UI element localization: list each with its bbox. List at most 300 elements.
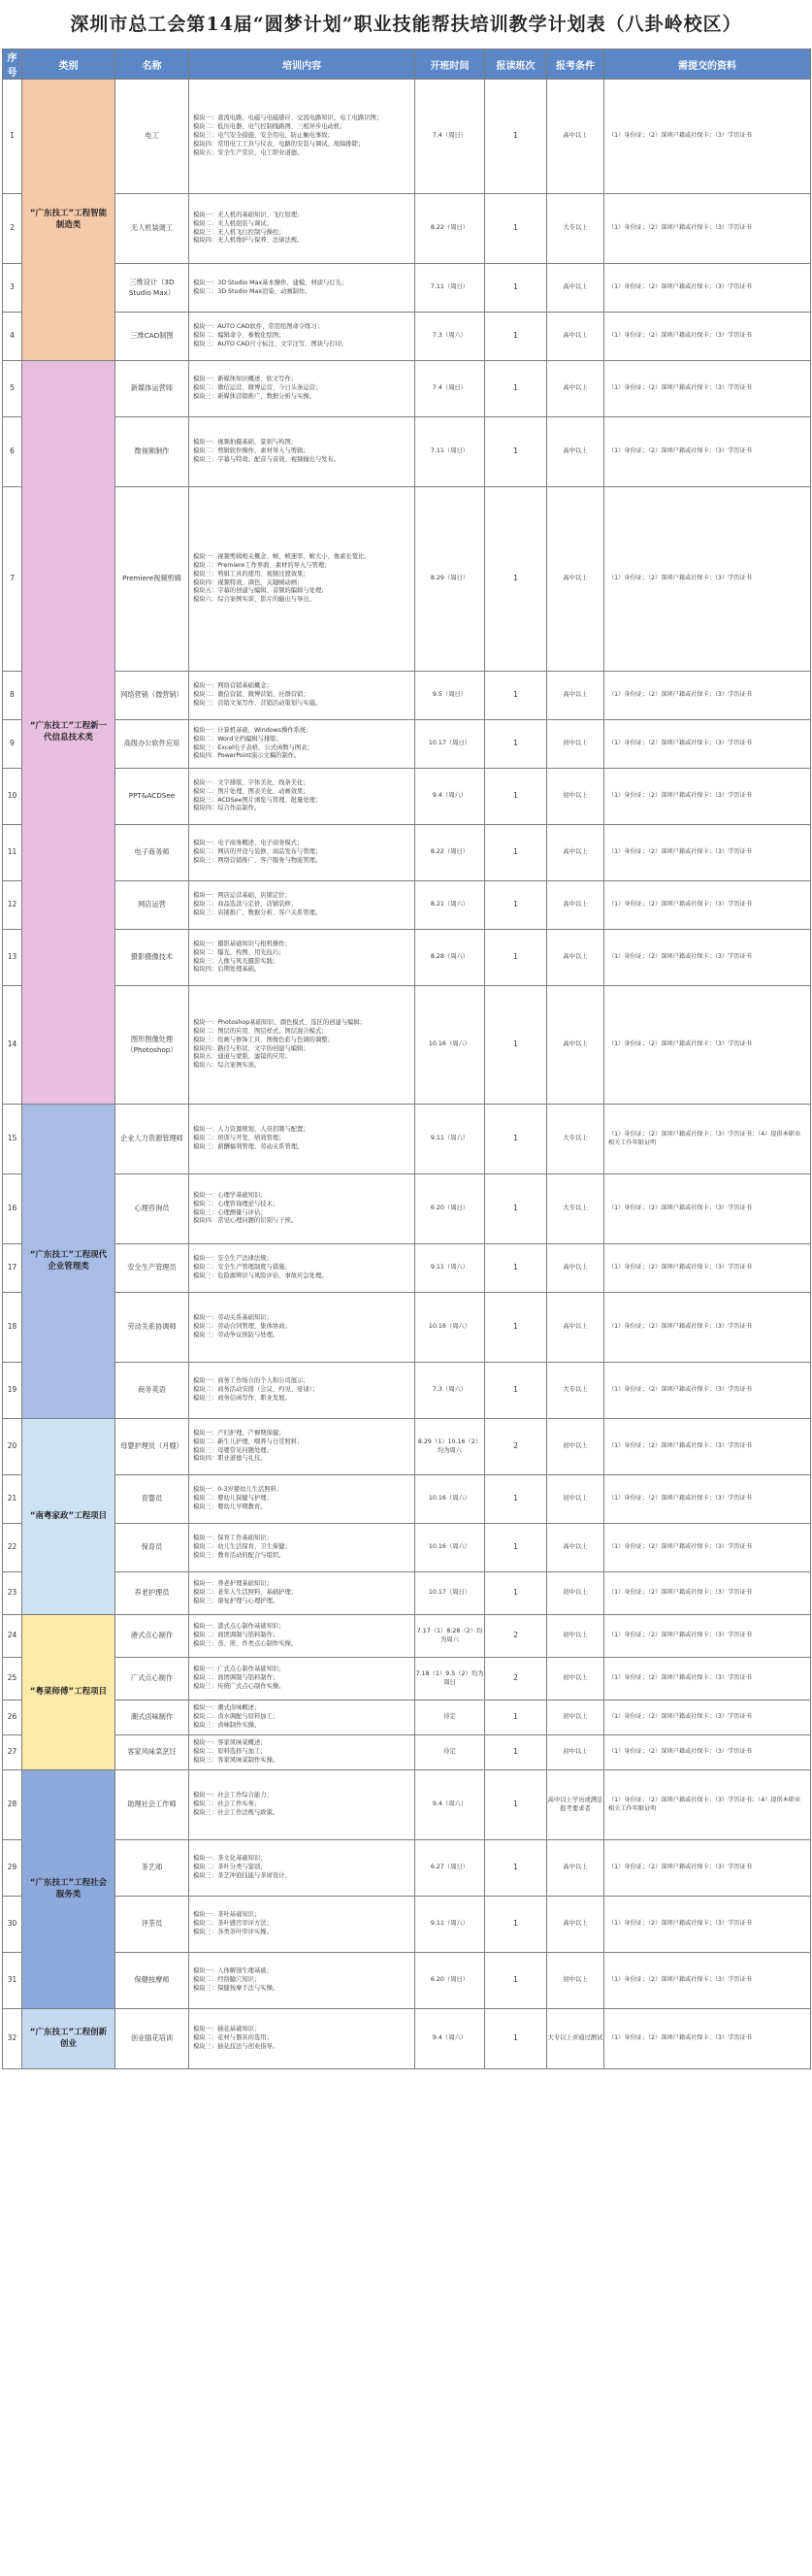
content-line: 模块一：心理学基础知识； [193, 1191, 267, 1199]
content-line: 模块四：PowerPoint演示文稿的制作。 [193, 752, 301, 760]
header-start-date: 开班时间 [415, 50, 485, 80]
course-content [189, 1615, 415, 1658]
content-line: 模块一：视频拍摄基础、景别与构图； [193, 439, 298, 446]
content-line: 模块一：3D Studio Max基本操作、建模、材质与灯光； [193, 279, 348, 286]
table-row [3, 930, 811, 986]
class-count: 1 [485, 361, 547, 417]
requirement: 高中以上 [547, 80, 604, 194]
requirement: 高中以上 [547, 1840, 604, 1897]
course-content [189, 769, 415, 825]
materials: （1）身份证；（2）深圳户籍或社保卡；（3）学历证书 [604, 417, 811, 487]
class-count: 1 [485, 264, 547, 313]
table-row [3, 1244, 811, 1293]
content-line: 模块三：各类茶叶审评实操。 [193, 1928, 273, 1935]
row-no: 6 [3, 417, 22, 487]
class-count: 1 [485, 1572, 547, 1615]
materials: （1）身份证；（2）深圳户籍或社保卡；（3）学历证书 [604, 361, 811, 417]
table-row [3, 1572, 811, 1615]
row-no: 32 [3, 2009, 22, 2069]
table-row [3, 1419, 811, 1475]
requirement: 初中以上 [547, 1615, 604, 1658]
course-content [189, 881, 415, 930]
start-date: 9.4（周六） [415, 769, 485, 825]
content-line: 模块三：ACDSee图片浏览与管理、批量处理； [193, 796, 322, 804]
header-name: 名称 [115, 50, 189, 80]
class-count: 1 [485, 769, 547, 825]
content-line: 模块四：常见心理问题的识别与干预。 [193, 1217, 298, 1225]
materials: （1）身份证；（2）深圳户籍或社保卡；（3）学历证书 [604, 1953, 811, 2009]
content-line: 模块二：网店的开设与装修、商品发布与管理； [193, 848, 322, 856]
content-line: 模块三：劳动争议预防与处理。 [193, 1331, 279, 1338]
course-content [189, 194, 415, 264]
content-line: 模块三：危险源辨识与风险评估、事故应急处理。 [193, 1271, 328, 1279]
start-date: 7.11（周日） [415, 264, 485, 313]
content-line: 模块一：港式点心制作基础知识； [193, 1623, 285, 1631]
course-name: 网络营销（微营销） [115, 672, 189, 720]
materials: （1）身份证；（2）深圳户籍或社保卡；（3）学历证书 [604, 1475, 811, 1524]
materials: （1）身份证；（2）深圳户籍或社保卡；（3）学历证书 [604, 1572, 811, 1615]
course-content [189, 825, 415, 881]
start-date: 6.20（周日） [415, 1953, 485, 2009]
course-content [189, 2009, 415, 2069]
class-count: 1 [485, 720, 547, 769]
materials: （1）身份证；（2）深圳户籍或社保卡；（3）学历证书 [604, 720, 811, 769]
course-name: 广式点心制作 [115, 1658, 189, 1701]
course-name: Premiere视频剪辑 [115, 487, 189, 672]
content-line: 模块三：商务信函写作、职业发展。 [193, 1394, 291, 1402]
content-line: 模块三：剪辑工具的使用、视频过渡效果； [193, 570, 309, 578]
content-line: 模块二：商务活动安排（会议、约见、宴请）； [193, 1386, 319, 1394]
class-count: 1 [485, 930, 547, 986]
class-count: 1 [485, 1953, 547, 2009]
class-count: 1 [485, 1105, 547, 1174]
requirement: 高中以上学历或满足报考要求者 [547, 1770, 604, 1840]
content-line: 模块三：保健按摩手法与实操。 [193, 1984, 279, 1992]
start-date: 9.11（周六） [415, 1244, 485, 1293]
course-content [189, 1701, 415, 1735]
requirement: 初中以上 [547, 1419, 604, 1475]
row-no: 26 [3, 1701, 22, 1735]
class-count: 1 [485, 1174, 547, 1244]
content-line: 模块一：商务工作场合的个人和公司展示； [193, 1377, 309, 1385]
table-row [3, 1735, 811, 1770]
materials: （1）身份证；（2）深圳户籍或社保卡；（3）学历证书；（4）提供本职业相关工作年限证明 [604, 1770, 811, 1840]
row-no: 8 [3, 672, 22, 720]
content-line: 模块一：人体解剖生理基础； [193, 1967, 273, 1975]
requirement: 高中以上 [547, 930, 604, 986]
materials: （1）身份证；（2）深圳户籍或社保卡；（3）学历证书 [604, 986, 811, 1105]
table-row [3, 825, 811, 881]
table-header-row [3, 50, 811, 80]
course-name: 无人机装调工 [115, 194, 189, 264]
content-line: 模块一：0-3岁婴幼儿生活照料； [193, 1486, 283, 1494]
row-no: 23 [3, 1572, 22, 1615]
content-line: 模块四：后期处理基础。 [193, 966, 261, 974]
start-date: 10.16（周六） [415, 1475, 485, 1524]
content-line: 模块四：无人机维护与保养、法律法规。 [193, 237, 304, 245]
content-line: 模块二：微信运营、微博运营、今日头条运营； [193, 384, 322, 392]
content-line: 模块二：心理咨询理论与技术； [193, 1200, 279, 1207]
table-row [3, 361, 811, 417]
table-row [3, 1615, 811, 1658]
content-line: 模块二：低压电器、电气控制线路图、三相异步电动机； [193, 123, 346, 131]
course-content [189, 361, 415, 417]
start-date: 7.11（周日） [415, 417, 485, 487]
course-content [189, 1475, 415, 1524]
course-name: 高级办公软件应用 [115, 720, 189, 769]
materials: （1）身份证；（2）深圳户籍或社保卡；（3）学历证书 [604, 1363, 811, 1419]
category-cell: “广东技工”工程新一代信息技术类 [22, 361, 115, 1105]
content-line: 模块一：插花基础知识； [193, 2026, 261, 2033]
start-date: 9.4（周六） [415, 2009, 485, 2069]
start-date: 待定 [415, 1701, 485, 1735]
course-content [189, 1840, 415, 1897]
content-line: 模块二：新生儿护理、喂养与日常照料； [193, 1437, 304, 1445]
content-line: 模块二：安全生产管理制度与措施； [193, 1264, 291, 1271]
content-line: 模块四：视频特效、调色、关键帧动画； [193, 578, 304, 586]
category-cell: “广东技工”工程创新创业 [22, 2009, 115, 2069]
start-date: 7.3（周六） [415, 1363, 485, 1419]
course-name: 保育员 [115, 1524, 189, 1572]
requirement: 初中以上 [547, 1735, 604, 1770]
class-count: 1 [485, 672, 547, 720]
content-line: 模块一：茶文化基础知识； [193, 1855, 267, 1863]
course-content [189, 1105, 415, 1174]
row-no: 16 [3, 1174, 22, 1244]
start-date: 7.18（1）9.5（2）均为周日 [415, 1658, 485, 1701]
row-no: 31 [3, 1953, 22, 2009]
content-line: 模块二：3D Studio Max渲染、动画制作。 [193, 287, 311, 295]
content-line: 模块三：AUTO CAD尺寸标注、文字注写、图块与打印。 [193, 340, 348, 347]
start-date: 8.22（周日） [415, 825, 485, 881]
course-name: 育婴员 [115, 1475, 189, 1524]
content-line: 模块一：广式点心制作基础知识； [193, 1666, 285, 1673]
start-date: 10.17（周日） [415, 1572, 485, 1615]
table-row [3, 1363, 811, 1419]
content-line: 模块二：Premiere工作界面、素材的导入与管理； [193, 561, 331, 569]
table-row [3, 80, 811, 194]
table-row [3, 1105, 811, 1174]
materials: （1）身份证；（2）深圳户籍或社保卡；（3）学历证书 [604, 1701, 811, 1735]
materials: （1）身份证；（2）深圳户籍或社保卡；（3）学历证书 [604, 487, 811, 672]
course-name: 评茶员 [115, 1897, 189, 1953]
row-no: 24 [3, 1615, 22, 1658]
course-name: 新媒体运营师 [115, 361, 189, 417]
table-row [3, 194, 811, 264]
requirement: 高中以上 [547, 672, 604, 720]
content-line: 模块三：新媒体营销推广、数据分析与实操。 [193, 392, 315, 400]
course-name: PPT&ACDSee [115, 769, 189, 825]
content-line: 模块三：字幕与特效、配音与音效、视频输出与发布。 [193, 455, 341, 463]
course-name: 电子商务师 [115, 825, 189, 881]
content-line: 模块一：劳动关系基础知识； [193, 1314, 273, 1322]
requirement: 高中以上 [547, 825, 604, 881]
course-content [189, 1363, 415, 1419]
content-line: 模块二：曝光、构图、用光技巧； [193, 948, 285, 956]
materials: （1）身份证；（2）深圳户籍或社保卡；（3）学历证书 [604, 1244, 811, 1293]
requirement: 高中以上 [547, 1524, 604, 1572]
category-cell: “广东技工”工程社会服务类 [22, 1770, 115, 2009]
row-no: 21 [3, 1475, 22, 1524]
content-line: 模块二：培训与开发、绩效管理； [193, 1135, 285, 1142]
start-date: 8.29（1）10.16（2）均为周六 [415, 1419, 485, 1475]
requirement: 初中以上 [547, 1658, 604, 1701]
start-date: 7.3（周六） [415, 313, 485, 361]
row-no: 17 [3, 1244, 22, 1293]
course-content [189, 313, 415, 361]
table-row [3, 417, 811, 487]
course-name: 电工 [115, 80, 189, 194]
course-content [189, 986, 415, 1105]
table-row [3, 1293, 811, 1363]
requirement: 高中以上 [547, 881, 604, 930]
class-count: 1 [485, 1363, 547, 1419]
course-name: 劳动关系协调师 [115, 1293, 189, 1363]
content-line: 模块二：编辑命令、参数化绘图； [193, 332, 285, 340]
course-name: 助理社会工作师 [115, 1770, 189, 1840]
requirement: 高中以上 [547, 1293, 604, 1363]
materials: （1）身份证；（2）深圳户籍或社保卡；（3）学历证书 [604, 1615, 811, 1658]
course-name: 三维CAD制图 [115, 313, 189, 361]
start-date: 8.22（周日） [415, 194, 485, 264]
requirement: 初中以上 [547, 1572, 604, 1615]
course-name: 潮式卤味制作 [115, 1701, 189, 1735]
materials: （1）身份证；（2）深圳户籍或社保卡；（3）学历证书 [604, 881, 811, 930]
content-line: 模块三：母婴常见问题处理； [193, 1446, 273, 1454]
class-count: 2 [485, 1419, 547, 1475]
table-row [3, 881, 811, 930]
content-line: 模块五：字幕的创建与编辑、音频的编辑与处理； [193, 587, 328, 595]
header-no: 序号 [3, 50, 22, 80]
class-count: 2 [485, 1658, 547, 1701]
course-content [189, 1658, 415, 1701]
course-content [189, 264, 415, 313]
start-date: 8.28（周六） [415, 930, 485, 986]
class-count: 1 [485, 1840, 547, 1897]
row-no: 22 [3, 1524, 22, 1572]
content-line: 模块三：营销文案写作、营销活动策划与实施。 [193, 699, 322, 707]
table-row [3, 986, 811, 1105]
course-content [189, 1293, 415, 1363]
class-count: 1 [485, 194, 547, 264]
start-date: 8.29（周日） [415, 487, 485, 672]
content-line: 模块三：网络营销推广、客户服务与物流管理。 [193, 856, 322, 864]
start-date: 10.17（周日） [415, 720, 485, 769]
materials: （1）身份证；（2）深圳户籍或社保卡；（3）学历证书 [604, 1658, 811, 1701]
materials: （1）身份证；（2）深圳户籍或社保卡；（3）学历证书 [604, 80, 811, 194]
materials: （1）身份证；（2）深圳户籍或社保卡；（3）学历证书 [604, 194, 811, 264]
row-no: 4 [3, 313, 22, 361]
requirement: 初中以上 [547, 1701, 604, 1735]
class-count: 1 [485, 417, 547, 487]
row-no: 11 [3, 825, 22, 881]
content-line: 模块三：婴幼儿早期教育。 [193, 1503, 267, 1510]
materials: （1）身份证；（2）深圳户籍或社保卡；（3）学历证书 [604, 930, 811, 986]
content-line: 模块三：教育活动的配合与组织。 [193, 1551, 285, 1559]
requirement: 高中以上 [547, 487, 604, 672]
class-count: 1 [485, 487, 547, 672]
table-row [3, 264, 811, 313]
content-line: 模块一：计算机基础、Windows操作系统； [193, 726, 312, 734]
course-name: 安全生产管理员 [115, 1244, 189, 1293]
content-line: 模块三：茶艺冲泡技能与茶席设计。 [193, 1871, 291, 1879]
materials: （1）身份证；（2）深圳户籍或社保卡；（3）学历证书 [604, 264, 811, 313]
table-row [3, 1658, 811, 1701]
training-plan-table [2, 49, 811, 2069]
class-count: 1 [485, 1293, 547, 1363]
content-line: 模块一：养老护理基础知识； [193, 1580, 273, 1588]
materials: （1）身份证；（2）深圳户籍或社保卡；（3）学历证书 [604, 769, 811, 825]
content-line: 模块二：经络腧穴知识； [193, 1976, 261, 1984]
row-no: 14 [3, 986, 22, 1105]
page-title: 深圳市总工会第14届“圆梦计划”职业技能帮扶培训教学计划表（八卦岭校区） [70, 14, 742, 35]
course-name: 摄影摄像技术 [115, 930, 189, 986]
content-line: 模块一：茶叶基础知识； [193, 1911, 261, 1919]
content-line: 模块二：幼儿生活保育、卫生保健； [193, 1543, 291, 1551]
requirement: 大专以上 [547, 1363, 604, 1419]
class-count: 1 [485, 313, 547, 361]
content-line: 模块三：传统广式点心制作实操。 [193, 1682, 285, 1690]
start-date: 7.17（1）8.28（2）均为周六 [415, 1615, 485, 1658]
course-name: 茶艺师 [115, 1840, 189, 1897]
materials: （1）身份证；（2）深圳户籍或社保卡；（3）学历证书 [604, 1293, 811, 1363]
requirement: 高中以上 [547, 313, 604, 361]
table-row [3, 1524, 811, 1572]
course-content [189, 1770, 415, 1840]
requirement: 初中以上 [547, 769, 604, 825]
content-line: 模块三：店铺推广、数据分析、客户关系管理。 [193, 908, 322, 916]
materials: （1）身份证；（2）深圳户籍或社保卡；（3）学历证书 [604, 1735, 811, 1770]
row-no: 13 [3, 930, 22, 986]
content-line: 模块二：图片处理、图表美化、动画效果； [193, 787, 309, 795]
row-no: 30 [3, 1897, 22, 1953]
start-date: 待定 [415, 1735, 485, 1770]
table-row [3, 1174, 811, 1244]
course-name: 三维设计（3D Studio Max） [115, 264, 189, 313]
content-line: 模块二：面团调制与馅料制作； [193, 1632, 279, 1639]
materials: （1）身份证；（2）深圳户籍或社保卡；（3）学历证书 [604, 1840, 811, 1897]
course-name: 母婴护理员（月嫂） [115, 1419, 189, 1475]
header-requirements: 报考条件 [547, 50, 604, 80]
materials: （1）身份证；（2）深圳户籍或社保卡；（3）学历证书 [604, 1419, 811, 1475]
start-date: 10.16（周六） [415, 986, 485, 1105]
course-content [189, 1419, 415, 1475]
materials: （1）身份证；（2）深圳户籍或社保卡；（3）学历证书；（4）提供本职业相关工作年限证明 [604, 1105, 811, 1174]
header-materials: 需提交的资料 [604, 50, 811, 80]
course-content [189, 1174, 415, 1244]
class-count: 1 [485, 1770, 547, 1840]
table-row [3, 313, 811, 361]
start-date: 9.11（周六） [415, 1105, 485, 1174]
table-row [3, 2009, 811, 2069]
table-row [3, 720, 811, 769]
table-row [3, 769, 811, 825]
content-line: 模块一：客家风味菜概述； [193, 1739, 267, 1747]
requirement: 大专以上并通过测试 [547, 2009, 604, 2069]
row-no: 2 [3, 194, 22, 264]
row-no: 12 [3, 881, 22, 930]
content-line: 模块二：茶叶分类与鉴别； [193, 1864, 267, 1871]
requirement: 高中以上 [547, 1897, 604, 1953]
materials: （1）身份证；（2）深圳户籍或社保卡；（3）学历证书 [604, 1524, 811, 1572]
start-date: 9.11（周六） [415, 1897, 485, 1953]
start-date: 8.21（周六） [415, 881, 485, 930]
content-line: 模块二：茶叶感官审评方法； [193, 1920, 273, 1928]
requirement: 高中以上 [547, 1244, 604, 1293]
course-content [189, 1735, 415, 1770]
start-date: 9.4（周六） [415, 1770, 485, 1840]
content-line: 模块三：卤味制作实操。 [193, 1721, 261, 1729]
course-content [189, 1244, 415, 1293]
content-line: 模块二：花材与器具的选用； [193, 2034, 273, 2042]
row-no: 29 [3, 1840, 22, 1897]
requirement: 初中以上 [547, 1953, 604, 2009]
course-content [189, 487, 415, 672]
start-date: 10.16（周六） [415, 1524, 485, 1572]
content-line: 模块二：社会工作实务； [193, 1800, 261, 1808]
content-line: 模块一：摄影基础知识与相机操作； [193, 940, 291, 947]
content-line: 模块五：通道与蒙版、滤镜的应用； [193, 1053, 291, 1061]
table-row [3, 1897, 811, 1953]
content-line: 模块一：Photoshop基础知识、颜色模式、选区的创建与编辑； [193, 1018, 366, 1026]
requirement: 高中以上 [547, 361, 604, 417]
requirement: 高中以上 [547, 417, 604, 487]
course-content [189, 417, 415, 487]
course-content [189, 930, 415, 986]
course-content [189, 672, 415, 720]
content-line: 模块四：常用电工工具与仪表，电路的安装与调试、故障排除； [193, 140, 365, 148]
materials: （1）身份证；（2）深圳户籍或社保卡；（3）学历证书 [604, 1174, 811, 1244]
materials: （1）身份证；（2）深圳户籍或社保卡；（3）学历证书 [604, 313, 811, 361]
course-name: 创业插花培训 [115, 2009, 189, 2069]
course-name: 养老护理员 [115, 1572, 189, 1615]
materials: （1）身份证；（2）深圳户籍或社保卡；（3）学历证书 [604, 2009, 811, 2069]
row-no: 5 [3, 361, 22, 417]
class-count: 1 [485, 1244, 547, 1293]
content-line: 模块一：社会工作综合能力； [193, 1792, 273, 1800]
content-line: 模块一：网店运营基础、店铺定位； [193, 892, 291, 900]
content-line: 模块二：原料选择与加工； [193, 1748, 267, 1756]
table-row [3, 1475, 811, 1524]
content-line: 模块二：老年人生活照料、基础护理； [193, 1589, 298, 1597]
row-no: 28 [3, 1770, 22, 1840]
course-content [189, 720, 415, 769]
start-date: 6.27（周日） [415, 1840, 485, 1897]
content-line: 模块六：综合案例实训。 [193, 1062, 261, 1070]
content-line: 模块二：卤水调配与原料加工； [193, 1713, 279, 1721]
content-line: 模块三：无人机飞行控制与操控； [193, 228, 285, 236]
requirement: 高中以上 [547, 986, 604, 1105]
table-row [3, 1953, 811, 2009]
header-category: 类别 [22, 50, 115, 80]
class-count: 1 [485, 1524, 547, 1572]
content-line: 模块四：职业道德与礼仪。 [193, 1455, 267, 1463]
start-date: 6.20（周日） [415, 1174, 485, 1244]
content-line: 模块三：蒸、煎、炸类点心制作实操。 [193, 1639, 298, 1647]
content-line: 模块二：微信营销、微博营销、社群营销； [193, 691, 309, 699]
content-line: 模块一：电子商务概述、电子商务模式； [193, 840, 304, 847]
content-line: 模块二：婴幼儿保健与护理； [193, 1495, 273, 1503]
row-no: 1 [3, 80, 22, 194]
row-no: 27 [3, 1735, 22, 1770]
course-name: 港式点心制作 [115, 1615, 189, 1658]
materials: （1）身份证；（2）深圳户籍或社保卡；（3）学历证书 [604, 672, 811, 720]
start-date: 7.4（周日） [415, 361, 485, 417]
class-count: 1 [485, 1735, 547, 1770]
content-line: 模块一：产妇护理、产褥期保健； [193, 1429, 285, 1437]
table-row [3, 1770, 811, 1840]
content-line: 模块二：无人机组装与调试； [193, 219, 273, 227]
